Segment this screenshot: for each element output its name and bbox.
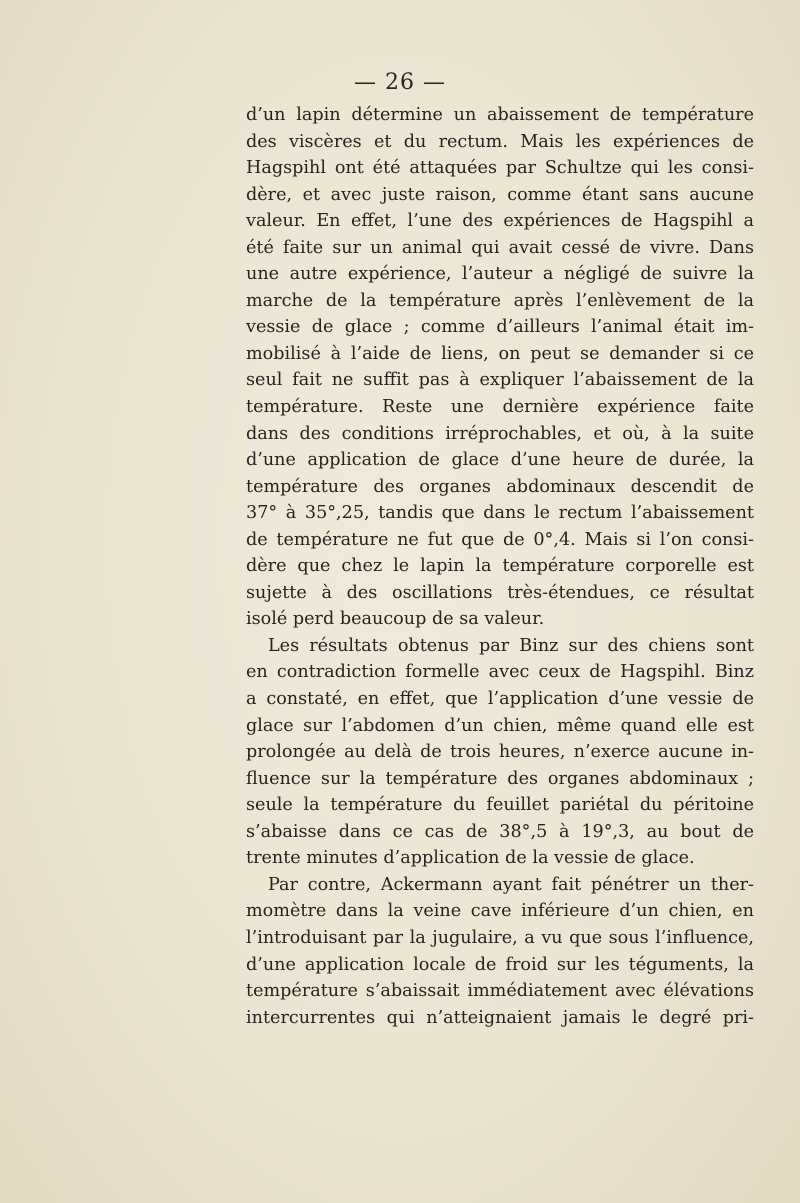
body-text bbox=[246, 102, 754, 1031]
text-line: seul fait ne suffit pas à expliquer l’abaissement de la bbox=[246, 370, 754, 391]
text-line: en contradiction formelle avec ceux de Hagspihl. Binz bbox=[246, 662, 754, 683]
text-line: trente minutes d’application de la vessie de glace. bbox=[246, 848, 695, 869]
text-line: momètre dans la veine cave inférieure d’un chien, en bbox=[246, 901, 754, 922]
text-line: glace sur l’abdomen d’un chien, même quand elle est bbox=[246, 715, 754, 736]
text-line: l’introduisant par la jugulaire, a vu que sous l’influence, bbox=[246, 927, 754, 948]
text-line: fluence sur la température des organes abdominaux ; bbox=[246, 768, 754, 789]
text-line: a constaté, en effet, que l’application d’une vessie de bbox=[246, 689, 754, 710]
text-line: d’une application locale de froid sur les téguments, la bbox=[246, 954, 754, 975]
text-line: s’abaisse dans ce cas de 38°,5 à 19°,3, au bout de bbox=[246, 821, 754, 842]
page-number: — 26 — bbox=[354, 70, 446, 95]
text-line: température. Reste une dernière expérience faite bbox=[246, 397, 754, 418]
text-line: d’un lapin détermine un abaissement de température bbox=[246, 105, 754, 125]
text-line: des viscères et du rectum. Mais les expériences de bbox=[246, 131, 754, 152]
text-line: prolongée au delà de trois heures, n’exerce aucune in- bbox=[246, 742, 754, 763]
text-line: température s’abaissait immédiatement avec élévations bbox=[246, 981, 754, 1002]
text-line: vessie de glace ; comme d’ailleurs l’animal était im- bbox=[246, 317, 754, 338]
text-line: dans des conditions irréprochables, et où, à la suite bbox=[246, 423, 754, 444]
text-line: dère que chez le lapin la température corporelle est bbox=[246, 556, 754, 577]
text-line: intercurrentes qui n’atteignaient jamais le degré pri- bbox=[246, 1007, 754, 1028]
text-line: température des organes abdominaux descendit de bbox=[246, 476, 754, 497]
paragraph bbox=[246, 102, 754, 633]
text-line: marche de la température après l’enlèvement de la bbox=[246, 290, 754, 311]
text-line: dère, et avec juste raison, comme étant sans aucune bbox=[246, 184, 754, 205]
text-line: seule la température du feuillet pariétal du péritoine bbox=[246, 795, 754, 816]
text-line: 37° à 35°,25, tandis que dans le rectum l’abaissement bbox=[246, 503, 754, 524]
text-line: une autre expérience, l’auteur a négligé de suivre la bbox=[246, 264, 754, 285]
text-line: été faite sur un animal qui avait cessé de vivre. Dans bbox=[246, 237, 754, 258]
paragraph bbox=[246, 633, 754, 872]
text-line: isolé perd beaucoup de sa valeur. bbox=[246, 609, 545, 630]
text-line: valeur. En effet, l’une des expériences de Hagspihl a bbox=[246, 211, 754, 232]
text-line: sujette à des oscillations très-étendues, ce résultat bbox=[246, 582, 754, 603]
text-line: d’une application de glace d’une heure de durée, la bbox=[246, 450, 754, 471]
text-line: mobilisé à l’aide de liens, on peut se demander si ce bbox=[246, 343, 754, 364]
text-line: Hagspihl ont été attaquées par Schultze qui les consi- bbox=[246, 158, 754, 179]
text-line: Les résultats obtenus par Binz sur des chiens sont bbox=[268, 635, 754, 656]
text-line: Par contre, Ackermann ayant fait pénétrer un ther- bbox=[268, 874, 754, 895]
text-line: de température ne fut que de 0°,4. Mais si l’on consi- bbox=[246, 529, 754, 550]
paragraph bbox=[246, 872, 754, 1031]
